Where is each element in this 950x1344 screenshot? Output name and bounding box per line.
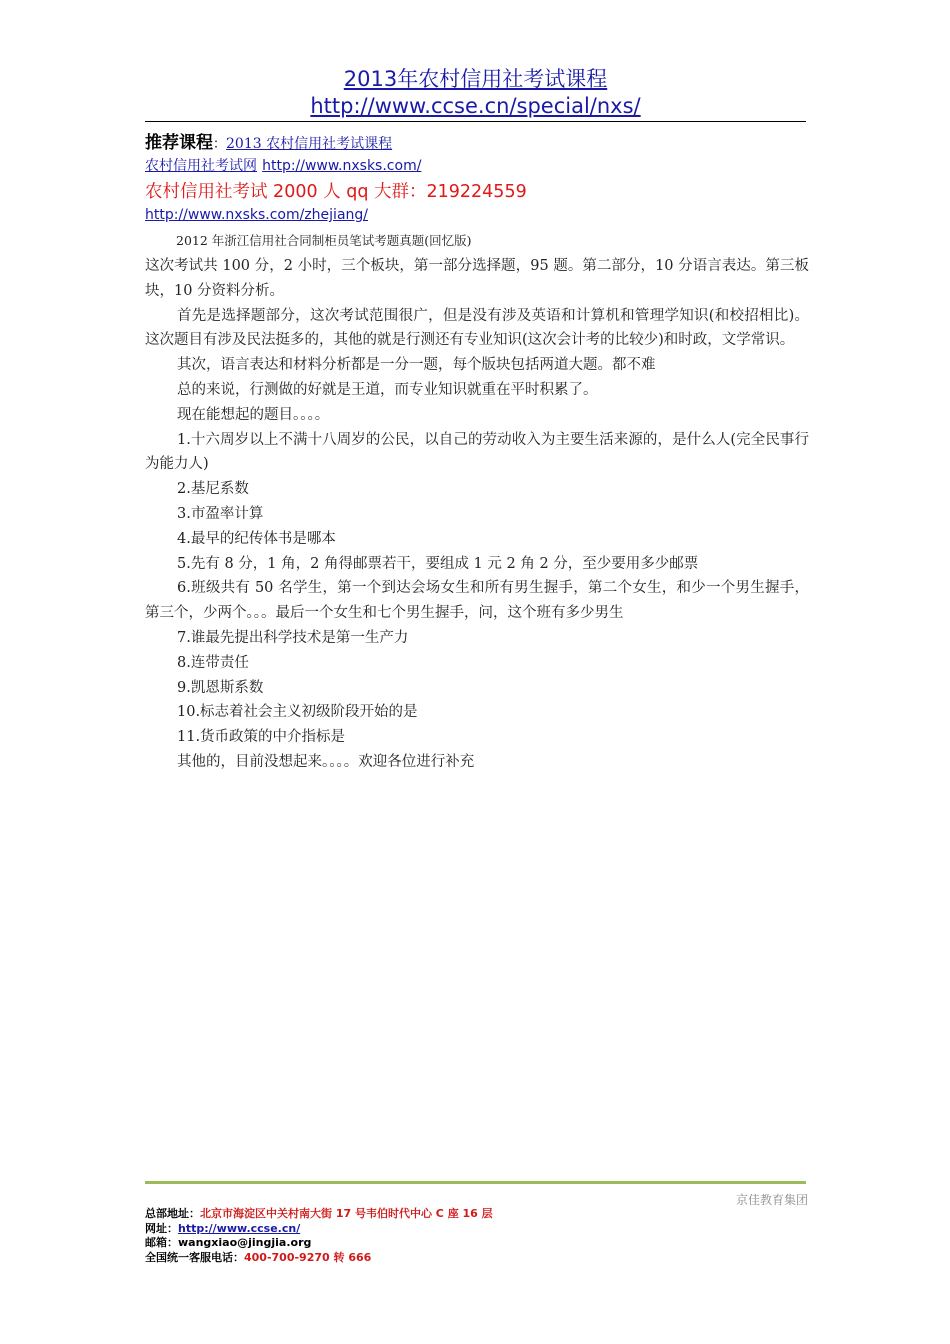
paragraph: 现在能想起的题目。。。。 [177, 406, 330, 423]
question-item: 6.班级共有 50 名学生，第一个到达会场女生和所有男生握手，第二个女生，和少一个男生握手，第三个，少两个。。。最后一个女生和七个男生握手，问，这个班有多少男生 [145, 580, 809, 622]
recommend-colon: ： [213, 137, 227, 152]
paragraph: 首先是选择题部分，这次考试范围很广，但是没有涉及英语和计算机和管理学知识(和校招相比)。这次题目有涉及民法挺多的，其他的就是行测还有专业知识(这次会计考的比较少)和时政，文学常识。 [145, 307, 809, 349]
zhejiang-line [145, 204, 368, 223]
question-item: 2.基尼系数 [177, 481, 249, 498]
footer-address-line [145, 1207, 493, 1222]
footer-email-line [145, 1236, 493, 1251]
footer-divider [145, 1181, 806, 1184]
email-label: 邮箱： [145, 1236, 178, 1249]
address-value: 北京市海淀区中关村南大街 17 号韦伯时代中心 C 座 16 层 [200, 1207, 493, 1220]
recommend-course-link[interactable]: 2013 农村信用社考试课程 [226, 136, 393, 152]
footer-phone-line [145, 1251, 493, 1266]
paragraph: 其他的，目前没想起来。。。。欢迎各位进行补充 [177, 753, 475, 770]
site-name-link[interactable]: 农村信用社考试网 [145, 158, 257, 174]
site-line [145, 155, 421, 175]
question-item: 11.货币政策的中介指标是 [177, 729, 346, 746]
phone-value: 400-700-9270 转 666 [244, 1250, 372, 1264]
phone-label: 全国统一客服电话： [145, 1250, 244, 1264]
question-item: 3.市盈率计算 [177, 505, 264, 522]
question-item: 9.凯恩斯系数 [177, 679, 264, 696]
footer-site-line [145, 1222, 493, 1237]
question-item: 10.标志着社会主义初级阶段开始的是 [177, 704, 418, 721]
question-item: 4.最早的纪传体书是哪本 [177, 530, 336, 547]
question-item: 8.连带责任 [177, 654, 249, 671]
question-item: 7.谁最先提出科学技术是第一生产力 [177, 629, 409, 646]
article-subtitle: 2012 年浙江信用社合同制柜员笔试考题真题(回忆版) [176, 233, 472, 248]
company-name: 京佳教育集团 [735, 1193, 808, 1207]
question-item: 5.先有 8 分，1 角，2 角得邮票若干，要组成 1 元 2 角 2 分，至少要用多少邮票 [177, 555, 699, 572]
question-item: 1.十六周岁以上不满十八周岁的公民，以自己的劳动收入为主要生活来源的，是什么人(完全民事行为能力人) [145, 431, 809, 473]
zhejiang-url-link[interactable]: http://www.nxsks.com/zhejiang/ [145, 207, 368, 223]
site-label: 网址： [145, 1221, 178, 1235]
paragraph: 其次，语言表达和材料分析都是一分一题，每个版块包括两道大题。都不难 [177, 357, 656, 374]
header-divider [145, 121, 806, 122]
email-value: wangxiao@jingjia.org [178, 1236, 312, 1249]
header-title-link[interactable]: 2013年农村信用社考试课程 [343, 67, 608, 91]
article-body [145, 254, 809, 775]
page-header [145, 66, 806, 120]
recommend-line [145, 128, 392, 153]
paragraph: 这次考试共 100 分，2 小时，三个板块，第一部分选择题，95 题。第二部分，10 分语言表达。第三板块，10 分资料分析。 [145, 258, 809, 299]
footer-info [145, 1207, 493, 1265]
recommend-label: 推荐课程 [145, 133, 213, 153]
paragraph: 总的来说，行测做的好就是王道，而专业知识就重在平时积累了。 [177, 381, 598, 398]
address-label: 总部地址： [145, 1207, 200, 1220]
qq-group-text: 农村信用社考试 2000 人 qq 大群：219224559 [145, 182, 527, 202]
site-url-link[interactable]: http://www.nxsks.com/ [262, 158, 422, 174]
header-url-link[interactable]: http://www.ccse.cn/special/nxs/ [310, 94, 641, 118]
footer-site-link[interactable]: http://www.ccse.cn/ [178, 1221, 301, 1235]
